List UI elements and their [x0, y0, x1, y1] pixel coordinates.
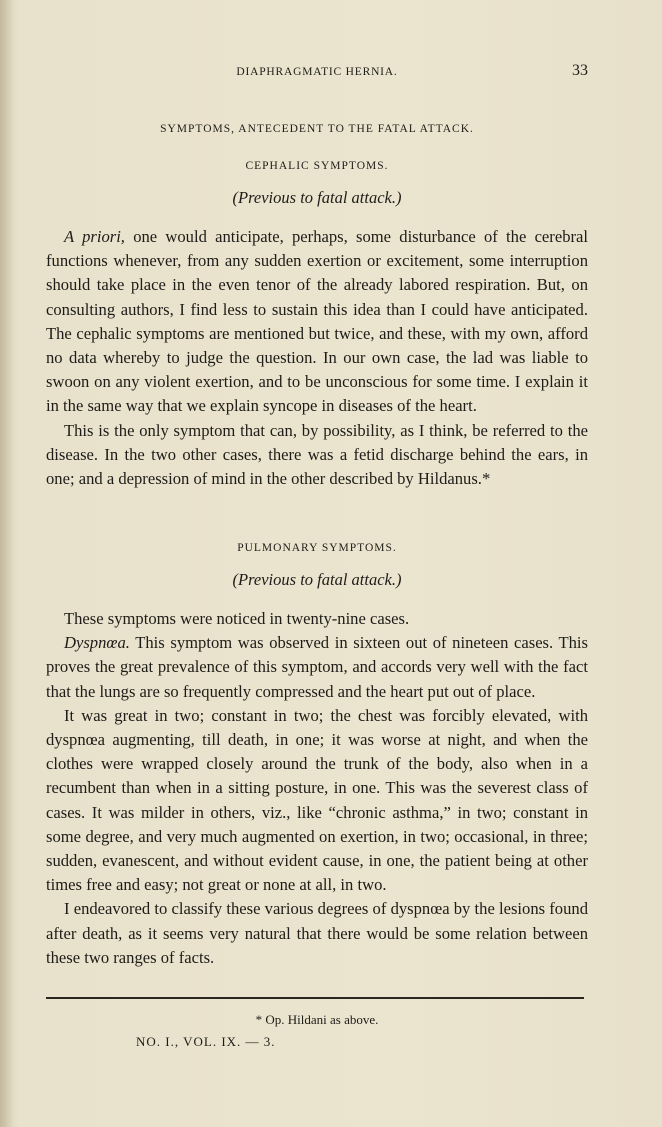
footnote-rule: [46, 997, 584, 999]
footnote: * Op. Hildani as above.: [255, 1012, 379, 1027]
page-gutter-shadow: [0, 0, 14, 1127]
cephalic-lead: A priori,: [64, 227, 125, 246]
dyspnoea-lead: Dyspnœa.: [64, 633, 130, 653]
cephalic-para1-text: one would anticipate, perhaps, some disturbance of the cerebral functions whenever, from any sudden exertion or excitement, some interruption should take place in the even tenor of the already labored respiration. But, on consulting authors, I find less to sustain this idea than I could have anticipated. The cephalic symptoms are mentioned but twice, and these, with my own, afford no data whereby to judge the question. In our own case, the lad was liable to swoon on any violent exertion, and to be unconscious for some time. I explain it in the same way that we explain syncope in diseases of the heart.: [46, 227, 588, 416]
pulmonary-paragraph-2: [46, 631, 588, 704]
section-title: SYMPTOMS, ANTECEDENT TO THE FATAL ATTACK.: [160, 123, 474, 135]
pulmonary-paragraph-3: It was great in two; constant in two; the chest was forcibly elevated, with dyspnœa augmenting, till death, in one; it was worse at night, and when the clothes were wrapped closely around the trunk of the body, also when in a recumbent than when in a sitting posture, in one. This was the severest class of cases. It was milder in others, viz., like “chronic asthma,” in two; constant in some degree, and very much augmented on exertion, in two; occasional, in three; sudden, evanescent, and without evident cause, in one, the patient being at other times free and easy; not great or none at all, in two.: [46, 705, 588, 895]
pulmonary-note: (Previous to fatal attack.): [232, 570, 402, 589]
pulmonary-para2-text: This symptom was observed in sixteen out of nineteen cases. This proves the great prevalence of this symptom, and accords very well with the fact that the lungs are so frequently compressed and the heart put out of place.: [46, 633, 588, 701]
cephalic-heading: CEPHALIC SYMPTOMS.: [245, 160, 389, 172]
cephalic-body: [46, 225, 588, 491]
running-title: DIAPHRAGMATIC HERNIA.: [236, 66, 398, 78]
cephalic-paragraph-1: [46, 225, 588, 419]
pulmonary-body: [46, 607, 588, 970]
cephalic-paragraph-2: This is the only symptom that can, by possibility, as I think, be referred to the disease. In the two other cases, there was a fetid discharge behind the ears, in one; and a depression of mind in the other described by Hildanus.*: [46, 420, 588, 489]
pulmonary-paragraph-1: These symptoms were noticed in twenty-nine cases.: [64, 609, 410, 628]
page-header: [46, 62, 588, 84]
pulmonary-heading: PULMONARY SYMPTOMS.: [237, 542, 397, 554]
pulmonary-paragraph-4: I endeavored to classify these various degrees of dyspnœa by the lesions found after death, as it seems very natural that there would be some relation between these two ranges of facts.: [46, 899, 588, 967]
signature-mark: NO. I., VOL. IX. — 3.: [136, 1034, 276, 1049]
page-number: 33: [572, 62, 588, 79]
cephalic-note: (Previous to fatal attack.): [232, 188, 402, 207]
